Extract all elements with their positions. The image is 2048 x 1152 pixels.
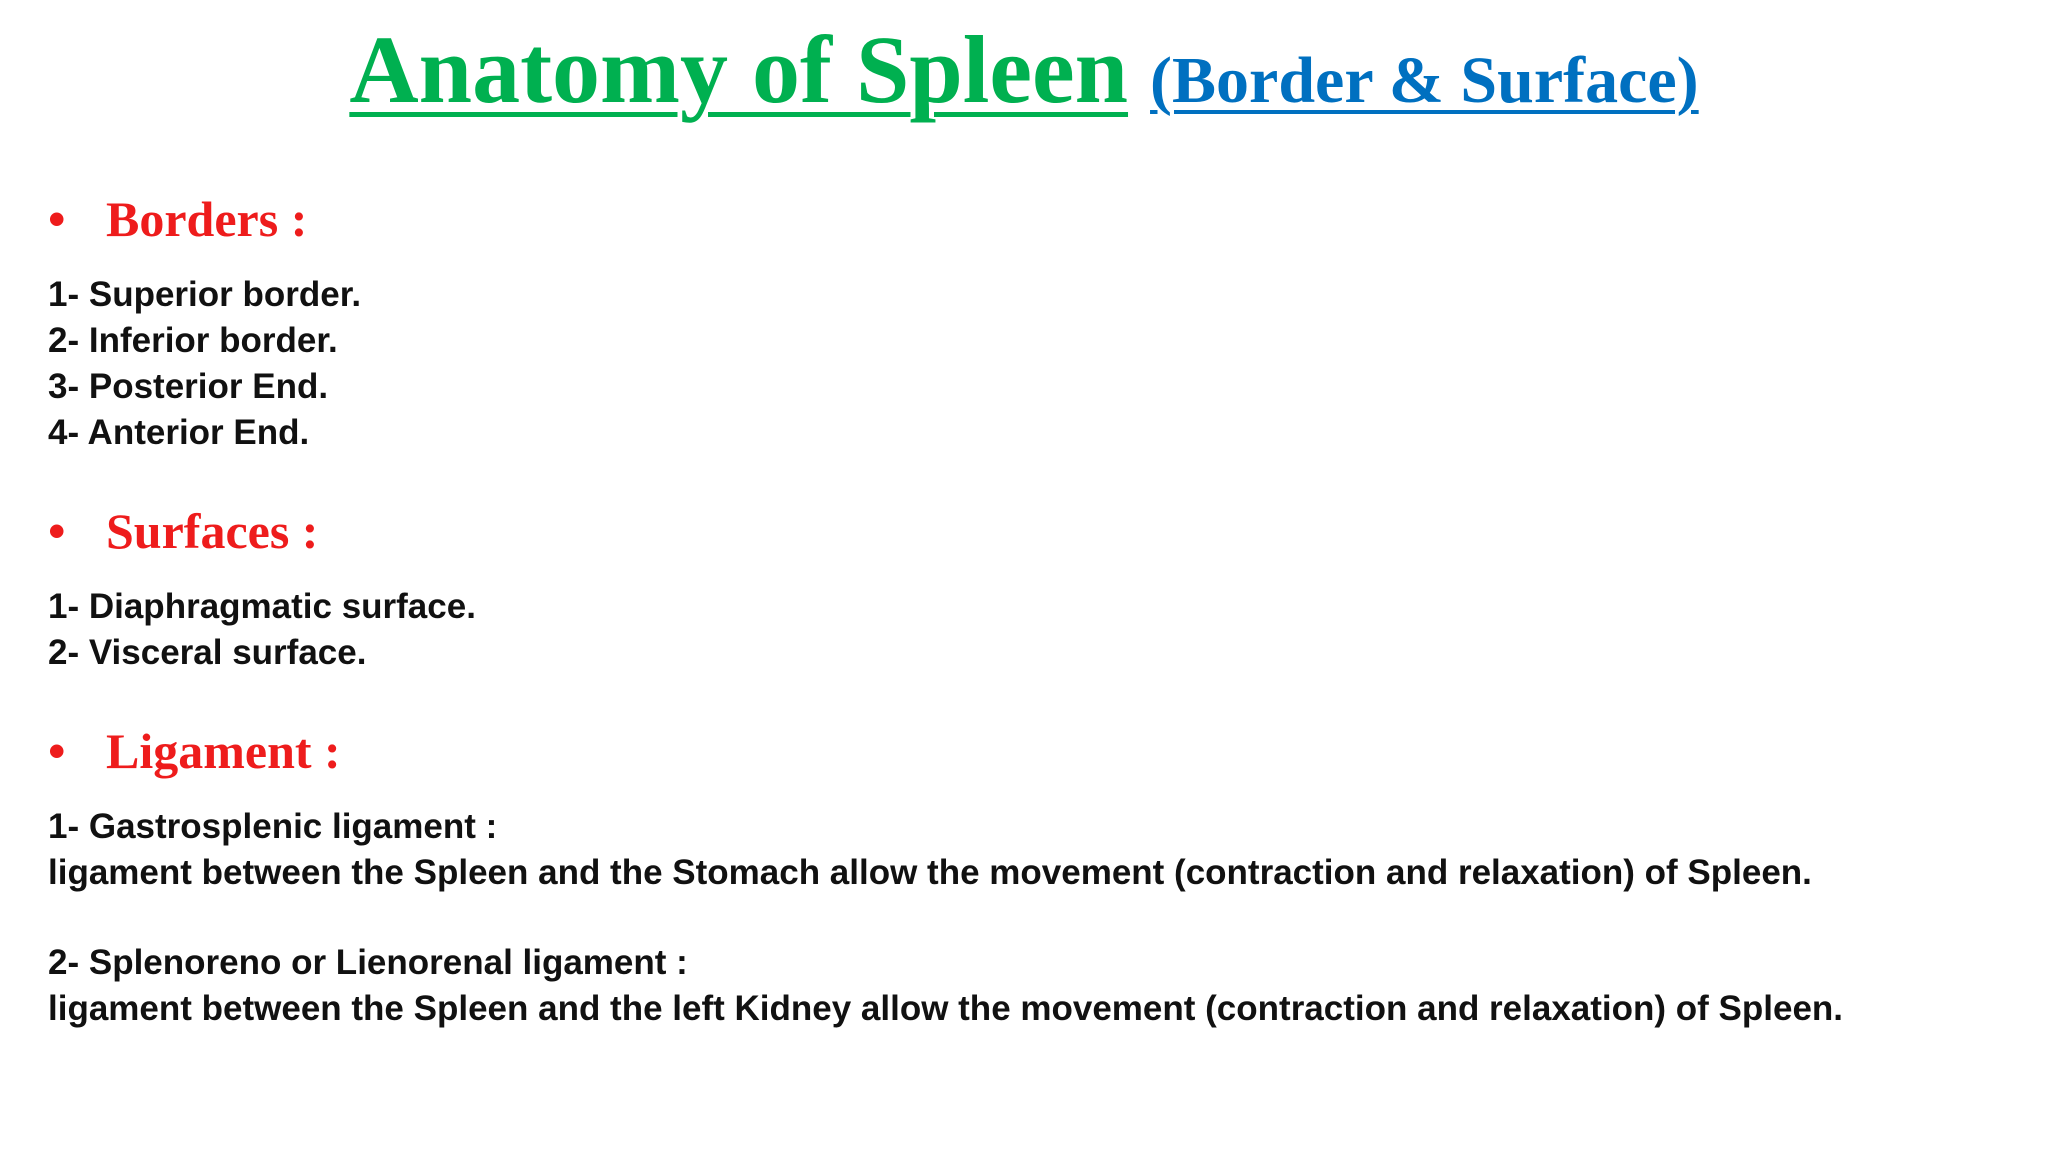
ligament-description: ligament between the Spleen and the left Kidney allow the movement (contraction and relaxation) of Spleen. (48, 989, 1844, 1028)
borders-heading (48, 190, 2038, 248)
borders-heading-label: Borders : (106, 191, 308, 247)
content (48, 190, 2038, 1032)
surfaces-heading-label: Surfaces : (106, 503, 319, 559)
list-item: 1- Diaphragmatic surface. (48, 587, 476, 626)
page-subtitle: (Border & Surface) (1150, 44, 1699, 117)
list-item: 3- Posterior End. (48, 367, 329, 406)
bullet-icon: • (48, 503, 66, 559)
list-item: 2- Inferior border. (48, 321, 338, 360)
ligament-name: 2- Splenoreno or Lienorenal ligament : (48, 943, 688, 982)
page-title: Anatomy of Spleen (349, 16, 1129, 123)
list-item: 4- Anterior End. (48, 413, 310, 452)
surfaces-heading (48, 502, 2038, 560)
title-row (0, 14, 2048, 125)
ligament-heading-label: Ligament : (106, 723, 341, 779)
ligament-description: ligament between the Spleen and the Stomach allow the movement (contraction and relaxation) of Spleen. (48, 853, 1812, 892)
ligament-heading (48, 722, 2038, 780)
bullet-icon: • (48, 191, 66, 247)
bullet-icon: • (48, 723, 66, 779)
list-item: 1- Superior border. (48, 275, 362, 314)
list-item: 2- Visceral surface. (48, 633, 367, 672)
ligament-name: 1- Gastrosplenic ligament : (48, 807, 498, 846)
